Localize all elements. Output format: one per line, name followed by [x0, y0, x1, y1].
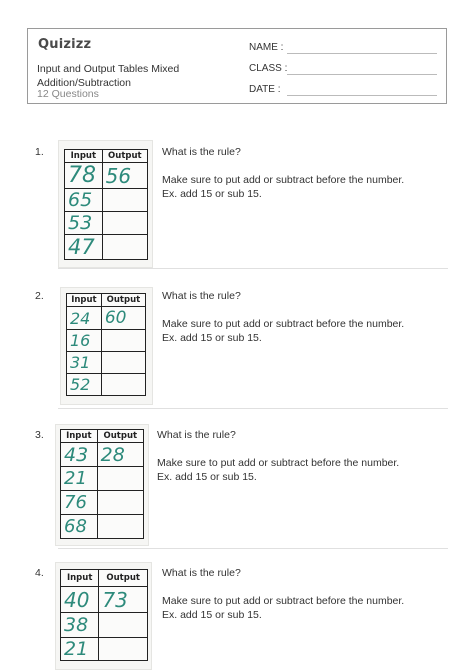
input-cell: 52 — [67, 374, 102, 396]
question-text — [162, 145, 404, 201]
input-header: Input — [61, 570, 99, 587]
question-prompt: What is the rule? — [162, 567, 241, 579]
question-number: 3. — [35, 429, 44, 441]
date-field[interactable] — [249, 84, 280, 95]
input-cell: 21 — [61, 467, 98, 491]
output-header: Output — [99, 570, 148, 587]
input-cell: 76 — [61, 491, 98, 515]
output-cell[interactable] — [102, 212, 147, 235]
question-example: Ex. add 15 or sub 15. — [162, 188, 262, 200]
input-header: Input — [61, 430, 98, 443]
date-line — [287, 95, 437, 96]
io-table — [64, 149, 148, 260]
output-header: Output — [101, 294, 145, 307]
worksheet-title: Input and Output Tables Mixed Addition/Subtraction — [37, 63, 180, 89]
input-cell: 43 — [61, 443, 98, 467]
input-cell: 40 — [61, 587, 99, 613]
question-divider — [58, 408, 448, 409]
date-label: DATE : — [249, 84, 281, 95]
input-header: Input — [67, 294, 102, 307]
input-cell: 21 — [61, 638, 99, 661]
input-header: Input — [65, 150, 103, 163]
table-photo — [55, 562, 152, 670]
input-cell: 24 — [67, 307, 102, 330]
question-number: 1. — [35, 146, 44, 158]
class-line — [287, 74, 437, 75]
table-photo — [58, 140, 153, 268]
output-header: Output — [97, 430, 143, 443]
output-cell[interactable] — [99, 613, 148, 638]
output-cell: 28 — [97, 443, 143, 467]
table-photo — [55, 424, 149, 546]
input-cell: 53 — [65, 212, 103, 235]
output-cell[interactable] — [102, 235, 147, 260]
output-cell[interactable] — [102, 189, 147, 212]
name-field[interactable] — [249, 42, 283, 53]
question-example: Ex. add 15 or sub 15. — [157, 471, 257, 483]
input-cell: 65 — [65, 189, 103, 212]
input-cell: 68 — [61, 515, 98, 539]
question-text — [157, 428, 399, 484]
output-cell[interactable] — [97, 491, 143, 515]
table-photo — [60, 287, 153, 405]
input-cell: 47 — [65, 235, 103, 260]
output-cell[interactable] — [99, 638, 148, 661]
question-instruction: Make sure to put add or subtract before the number. — [162, 318, 405, 330]
output-cell[interactable] — [101, 374, 145, 396]
io-table — [66, 293, 146, 396]
question-instruction: Make sure to put add or subtract before the number. — [162, 595, 405, 607]
output-cell: 60 — [101, 307, 145, 330]
output-cell[interactable] — [97, 467, 143, 491]
input-cell: 38 — [61, 613, 99, 638]
worksheet-header — [27, 28, 447, 104]
question-prompt: What is the rule? — [157, 429, 236, 441]
question-text — [162, 289, 404, 345]
output-cell: 73 — [99, 587, 148, 613]
io-table — [60, 429, 144, 539]
quizizz-logo: Quizizz — [38, 37, 92, 52]
output-cell[interactable] — [101, 352, 145, 374]
question-number: 2. — [35, 290, 44, 302]
question-text — [162, 566, 404, 622]
question-divider — [58, 268, 448, 269]
question-instruction: Make sure to put add or subtract before the number. — [162, 174, 405, 186]
output-header: Output — [102, 150, 147, 163]
class-field[interactable] — [249, 63, 287, 74]
question-divider — [58, 548, 448, 549]
name-line — [287, 53, 437, 54]
output-cell: 56 — [102, 163, 147, 189]
class-label: CLASS : — [249, 63, 288, 74]
output-cell[interactable] — [97, 515, 143, 539]
question-number: 4. — [35, 567, 44, 579]
question-example: Ex. add 15 or sub 15. — [162, 609, 262, 621]
question-prompt: What is the rule? — [162, 290, 241, 302]
output-cell[interactable] — [101, 330, 145, 352]
name-label: NAME : — [249, 42, 284, 53]
input-cell: 16 — [67, 330, 102, 352]
input-cell: 78 — [65, 163, 103, 189]
question-prompt: What is the rule? — [162, 146, 241, 158]
input-cell: 31 — [67, 352, 102, 374]
question-count: 12 Questions — [37, 88, 99, 100]
question-example: Ex. add 15 or sub 15. — [162, 332, 262, 344]
question-instruction: Make sure to put add or subtract before the number. — [157, 457, 400, 469]
io-table — [60, 569, 148, 661]
